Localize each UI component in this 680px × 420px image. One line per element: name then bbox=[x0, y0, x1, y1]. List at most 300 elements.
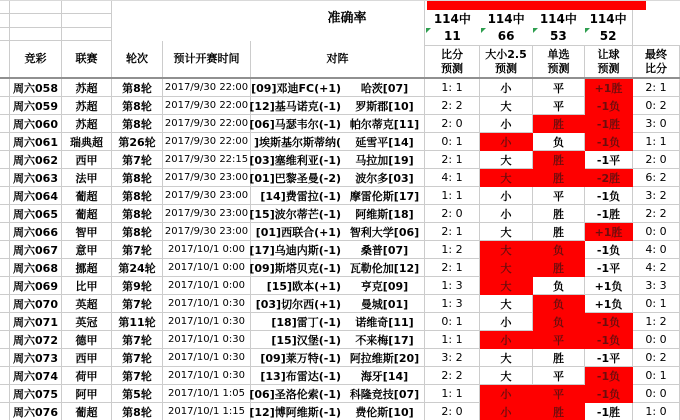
cell-handicap-pred: +1胜 bbox=[585, 79, 633, 97]
cell-time: 2017/10/1 1:15 bbox=[163, 403, 251, 420]
stat-count: 11 bbox=[444, 29, 461, 43]
spacer-cell bbox=[62, 14, 112, 28]
cell-score-pred: 1: 1 bbox=[425, 79, 480, 97]
cell-pick-pred: 胜 bbox=[533, 403, 585, 420]
cell-league: 瑞典超 bbox=[62, 133, 112, 151]
cell-league: 法甲 bbox=[62, 169, 112, 187]
accuracy-stats bbox=[425, 10, 633, 46]
cell-overunder-pred: 小 bbox=[480, 79, 533, 97]
cell-pick-pred: 平 bbox=[533, 97, 585, 115]
cell-handicap-pred: -1负 bbox=[585, 367, 633, 385]
cell-pick-pred: 胜 bbox=[533, 259, 585, 277]
cell-spacer bbox=[0, 133, 10, 151]
stat-label: 114中 bbox=[589, 12, 627, 26]
cell-league: 苏超 bbox=[62, 115, 112, 133]
cell-home-team: [15]欧本(+1) bbox=[251, 277, 345, 295]
cell-match-id: 周六068 bbox=[10, 259, 62, 277]
col-label: 让球 bbox=[597, 47, 620, 61]
cell-handicap-pred: -1负 bbox=[585, 133, 633, 151]
cell-final-score: 0: 1 bbox=[633, 367, 680, 385]
cell-final-score: 3: 2 bbox=[633, 187, 680, 205]
cell-league: 葡超 bbox=[62, 205, 112, 223]
cell-final-score: 6: 2 bbox=[633, 169, 680, 187]
col-label: 大小2.5 bbox=[485, 47, 527, 61]
cell-spacer bbox=[0, 367, 10, 385]
cell-time: 2017/10/1 1:05 bbox=[163, 385, 251, 403]
col-header-time bbox=[163, 41, 251, 77]
cell-final-score: 1: 1 bbox=[633, 133, 680, 151]
col-label: 预测 bbox=[495, 61, 517, 75]
cell-match-id: 周六076 bbox=[10, 403, 62, 420]
table-row bbox=[0, 79, 680, 97]
col-label: 预测 bbox=[441, 61, 463, 75]
cell-time: 2017/9/30 22:00 bbox=[163, 133, 251, 151]
table-row bbox=[0, 331, 680, 349]
col-header-final-score bbox=[633, 46, 680, 77]
accuracy-label: 准确率 bbox=[327, 11, 367, 26]
col-header-matchup bbox=[251, 41, 425, 77]
cell-score-pred: 2: 0 bbox=[425, 115, 480, 133]
col-header-league bbox=[62, 41, 112, 77]
cell-final-score: 0: 0 bbox=[633, 385, 680, 403]
cell-pick-pred: 胜 bbox=[533, 349, 585, 367]
col-header-match-id bbox=[10, 41, 62, 77]
cell-away-team: 海牙[14] bbox=[345, 367, 425, 385]
cell-handicap-pred: -1负 bbox=[585, 187, 633, 205]
cell-away-team: 波尔多[03] bbox=[345, 169, 425, 187]
cell-time: 2017/10/1 0:00 bbox=[163, 241, 251, 259]
cell-away-team: 阿拉维斯[20] bbox=[345, 349, 425, 367]
cell-overunder-pred: 小 bbox=[480, 313, 533, 331]
cell-score-pred: 1: 1 bbox=[425, 385, 480, 403]
cell-score-pred: 2: 0 bbox=[425, 403, 480, 420]
cell-final-score: 1: 0 bbox=[633, 403, 680, 420]
cell-league: 英冠 bbox=[62, 313, 112, 331]
col-label: 预测 bbox=[547, 61, 570, 75]
cell-home-team: [12]基马诺克(-1) bbox=[251, 97, 345, 115]
col-label: 联赛 bbox=[75, 52, 98, 65]
cell-pick-pred: 胜 bbox=[533, 205, 585, 223]
spacer-cell bbox=[10, 14, 62, 28]
cell-pick-pred: 胜 bbox=[533, 115, 585, 133]
stat-cell-score[interactable] bbox=[425, 10, 480, 46]
cell-match-id: 周六067 bbox=[10, 241, 62, 259]
cell-home-team: [14]费雷拉(-1) bbox=[251, 187, 345, 205]
comment-triangle-icon bbox=[585, 28, 590, 33]
cell-round: 第7轮 bbox=[112, 241, 163, 259]
cell-spacer bbox=[0, 241, 10, 259]
cell-time: 2017/9/30 22:00 bbox=[163, 79, 251, 97]
spacer-cell bbox=[0, 28, 10, 41]
cell-away-team: 马拉加[19] bbox=[345, 151, 425, 169]
cell-score-pred: 2: 1 bbox=[425, 151, 480, 169]
cell-match-id: 周六059 bbox=[10, 97, 62, 115]
cell-spacer bbox=[0, 97, 10, 115]
cell-handicap-pred: -1胜 bbox=[585, 115, 633, 133]
cell-handicap-pred: -1平 bbox=[585, 151, 633, 169]
col-label: 单选 bbox=[547, 47, 570, 61]
cell-league: 西甲 bbox=[62, 349, 112, 367]
cell-overunder-pred: 大 bbox=[480, 169, 533, 187]
cell-league: 阿甲 bbox=[62, 385, 112, 403]
cell-match-id: 周六064 bbox=[10, 187, 62, 205]
table-row bbox=[0, 367, 680, 385]
cell-league: 比甲 bbox=[62, 277, 112, 295]
cell-home-team: [01]巴黎圣曼(-2) bbox=[251, 169, 345, 187]
cell-pick-pred: 平 bbox=[533, 385, 585, 403]
cell-score-pred: 2: 2 bbox=[425, 367, 480, 385]
cell-round: 第8轮 bbox=[112, 223, 163, 241]
cell-overunder-pred: 小 bbox=[480, 133, 533, 151]
cell-spacer bbox=[0, 403, 10, 420]
spacer-cell bbox=[10, 28, 62, 41]
table-row bbox=[0, 277, 680, 295]
cell-round: 第8轮 bbox=[112, 97, 163, 115]
cell-spacer bbox=[0, 115, 10, 133]
cell-score-pred: 2: 0 bbox=[425, 205, 480, 223]
cell-pick-pred: 平 bbox=[533, 331, 585, 349]
cell-spacer bbox=[0, 151, 10, 169]
cell-round: 第7轮 bbox=[112, 349, 163, 367]
col-header-pick-pred bbox=[533, 46, 585, 77]
cell-handicap-pred: -1负 bbox=[585, 97, 633, 115]
cell-pick-pred: 平 bbox=[533, 187, 585, 205]
table-row bbox=[0, 115, 680, 133]
cell-away-team: 曼城[01] bbox=[345, 295, 425, 313]
cell-home-team: [15]汉堡(-1) bbox=[251, 331, 345, 349]
col-label: 预计开赛时间 bbox=[173, 52, 240, 65]
cell-time: 2017/10/1 0:30 bbox=[163, 349, 251, 367]
accuracy-region bbox=[112, 1, 425, 41]
table-row bbox=[0, 403, 680, 420]
cell-pick-pred: 负 bbox=[533, 133, 585, 151]
stat-cell-pick[interactable] bbox=[532, 10, 584, 46]
cell-home-team: [17]乌迪内斯(-1) bbox=[251, 241, 345, 259]
cell-away-team: 瓦勒伦加[12] bbox=[345, 259, 425, 277]
cell-score-pred: 0: 1 bbox=[425, 313, 480, 331]
cell-spacer bbox=[0, 349, 10, 367]
cell-home-team: [06]马瑟韦尔(-1) bbox=[251, 115, 345, 133]
spacer-cell bbox=[0, 1, 10, 14]
cell-spacer bbox=[0, 79, 10, 97]
cell-round: 第8轮 bbox=[112, 205, 163, 223]
col-header-score-pred bbox=[425, 46, 480, 77]
stat-label: 114中 bbox=[539, 12, 577, 26]
cell-score-pred: 1: 1 bbox=[425, 187, 480, 205]
cell-score-pred: 1: 3 bbox=[425, 295, 480, 313]
col-header-overunder-pred bbox=[480, 46, 533, 77]
cell-round: 第11轮 bbox=[112, 313, 163, 331]
cell-score-pred: 1: 2 bbox=[425, 241, 480, 259]
table-row bbox=[0, 151, 680, 169]
cell-time: 2017/9/30 22:15 bbox=[163, 151, 251, 169]
cell-league: 挪超 bbox=[62, 259, 112, 277]
cell-overunder-pred: 小 bbox=[480, 331, 533, 349]
cell-away-team: 科隆竞技[07] bbox=[345, 385, 425, 403]
cell-spacer bbox=[0, 385, 10, 403]
cell-away-team: 阿维斯[18] bbox=[345, 205, 425, 223]
cell-league: 荷甲 bbox=[62, 367, 112, 385]
comment-triangle-icon bbox=[533, 28, 538, 33]
col-label: 最终 bbox=[645, 47, 667, 61]
cell-final-score: 0: 0 bbox=[633, 331, 680, 349]
cell-round: 第5轮 bbox=[112, 385, 163, 403]
cell-time: 2017/10/1 0:30 bbox=[163, 313, 251, 331]
cell-round: 第7轮 bbox=[112, 295, 163, 313]
cell-final-score: 3: 0 bbox=[633, 115, 680, 133]
cell-match-id: 周六060 bbox=[10, 115, 62, 133]
cell-home-team: [09]邓迪FC(+1) bbox=[251, 79, 345, 97]
cell-away-team: 摩雷伦斯[17] bbox=[345, 187, 425, 205]
cell-time: 2017/10/1 0:30 bbox=[163, 367, 251, 385]
table-row bbox=[0, 187, 680, 205]
table-body bbox=[0, 79, 680, 420]
cell-round: 第8轮 bbox=[112, 403, 163, 420]
cell-pick-pred: 胜 bbox=[533, 223, 585, 241]
cell-pick-pred: 负 bbox=[533, 313, 585, 331]
cell-round: 第24轮 bbox=[112, 259, 163, 277]
cell-score-pred: 4: 1 bbox=[425, 169, 480, 187]
cell-round: 第7轮 bbox=[112, 151, 163, 169]
cell-handicap-pred: -1负 bbox=[585, 385, 633, 403]
col-label: 轮次 bbox=[126, 52, 148, 65]
cell-home-team: [09]莱万特(-1) bbox=[251, 349, 345, 367]
cell-pick-pred: 负 bbox=[533, 295, 585, 313]
cell-spacer bbox=[0, 331, 10, 349]
cell-match-id: 周六075 bbox=[10, 385, 62, 403]
cell-away-team: 费伦斯[10] bbox=[345, 403, 425, 420]
cell-spacer bbox=[0, 295, 10, 313]
cell-league: 葡超 bbox=[62, 187, 112, 205]
col-header-handicap-pred bbox=[585, 46, 633, 77]
cell-home-team: [03]塞维利亚(-1) bbox=[251, 151, 345, 169]
cell-league: 意甲 bbox=[62, 241, 112, 259]
spacer-cell bbox=[62, 28, 112, 41]
cell-match-id: 周六058 bbox=[10, 79, 62, 97]
cell-final-score: 1: 2 bbox=[633, 313, 680, 331]
cell-league: 葡超 bbox=[62, 403, 112, 420]
table-row bbox=[0, 349, 680, 367]
cell-home-team: [15]波尔蒂芒(-1) bbox=[251, 205, 345, 223]
cell-pick-pred: 平 bbox=[533, 367, 585, 385]
cell-away-team: 智利大学[06] bbox=[345, 223, 425, 241]
cell-spacer bbox=[0, 277, 10, 295]
table-header bbox=[0, 1, 680, 79]
cell-match-id: 周六073 bbox=[10, 349, 62, 367]
cell-time: 2017/9/30 23:00 bbox=[163, 169, 251, 187]
cell-score-pred: 0: 1 bbox=[425, 133, 480, 151]
cell-time: 2017/9/30 23:00 bbox=[163, 223, 251, 241]
spacer-cell bbox=[0, 14, 10, 28]
cell-handicap-pred: -1胜 bbox=[585, 205, 633, 223]
cell-round: 第7轮 bbox=[112, 367, 163, 385]
cell-away-team: 诺维奇[11] bbox=[345, 313, 425, 331]
cell-handicap-pred: +1负 bbox=[585, 295, 633, 313]
table-row bbox=[0, 313, 680, 331]
cell-match-id: 周六074 bbox=[10, 367, 62, 385]
col-label: 预测 bbox=[597, 61, 620, 75]
cell-score-pred: 1: 3 bbox=[425, 277, 480, 295]
cell-final-score: 0: 2 bbox=[633, 97, 680, 115]
cell-final-score: 0: 2 bbox=[633, 349, 680, 367]
cell-away-team: 不来梅[17] bbox=[345, 331, 425, 349]
cell-final-score: 0: 0 bbox=[633, 223, 680, 241]
comment-triangle-icon bbox=[481, 28, 486, 33]
stat-count: 66 bbox=[497, 29, 515, 43]
stat-cell-handicap[interactable] bbox=[584, 10, 632, 46]
cell-home-team: [12]博阿维斯(-1) bbox=[251, 403, 345, 420]
cell-spacer bbox=[0, 259, 10, 277]
cell-away-team: 亨克[09] bbox=[345, 277, 425, 295]
cell-final-score: 4: 0 bbox=[633, 241, 680, 259]
cell-away-team: 桑普[07] bbox=[345, 241, 425, 259]
comment-triangle-icon bbox=[426, 28, 431, 33]
cell-away-team: 帕尔蒂克[11] bbox=[345, 115, 425, 133]
cell-handicap-pred: -1负 bbox=[585, 331, 633, 349]
cell-round: 第26轮 bbox=[112, 133, 163, 151]
cell-final-score: 2: 0 bbox=[633, 151, 680, 169]
cell-pick-pred: 负 bbox=[533, 241, 585, 259]
cell-league: 智甲 bbox=[62, 223, 112, 241]
stat-count: 52 bbox=[599, 29, 617, 43]
cell-pick-pred: 负 bbox=[533, 277, 585, 295]
cell-time: 2017/9/30 23:00 bbox=[163, 205, 251, 223]
table-row bbox=[0, 205, 680, 223]
table-row bbox=[0, 169, 680, 187]
table-row bbox=[0, 241, 680, 259]
cell-time: 2017/9/30 23:00 bbox=[163, 187, 251, 205]
cell-overunder-pred: 大 bbox=[480, 349, 533, 367]
cell-time: 2017/9/30 22:00 bbox=[163, 115, 251, 133]
cell-match-id: 周六069 bbox=[10, 277, 62, 295]
cell-home-team: [01]西联合(+1) bbox=[251, 223, 345, 241]
cell-score-pred: 2: 1 bbox=[425, 223, 480, 241]
cell-league: 德甲 bbox=[62, 331, 112, 349]
cell-league: 苏超 bbox=[62, 79, 112, 97]
cell-away-team: 哈茨[07] bbox=[345, 79, 425, 97]
cell-overunder-pred: 小 bbox=[480, 115, 533, 133]
cell-handicap-pred: -1负 bbox=[585, 241, 633, 259]
cell-final-score: 0: 1 bbox=[633, 295, 680, 313]
table-row bbox=[0, 385, 680, 403]
col-label: 对阵 bbox=[326, 52, 349, 65]
cell-overunder-pred: 小 bbox=[480, 385, 533, 403]
col-header-spacer bbox=[0, 41, 10, 77]
cell-match-id: 周六070 bbox=[10, 295, 62, 313]
cell-score-pred: 2: 1 bbox=[425, 259, 480, 277]
cell-score-pred: 3: 2 bbox=[425, 349, 480, 367]
cell-overunder-pred: 大 bbox=[480, 277, 533, 295]
cell-league: 英超 bbox=[62, 295, 112, 313]
cell-final-score: 3: 3 bbox=[633, 277, 680, 295]
cell-spacer bbox=[0, 313, 10, 331]
stat-label: 114中 bbox=[487, 12, 525, 26]
col-label: 竞彩 bbox=[24, 52, 47, 65]
cell-handicap-pred: -1胜 bbox=[585, 403, 633, 420]
cell-score-pred: 2: 2 bbox=[425, 97, 480, 115]
col-label: 比分 bbox=[441, 47, 463, 61]
cell-overunder-pred: 大 bbox=[480, 241, 533, 259]
cell-overunder-pred: 小 bbox=[480, 403, 533, 420]
cell-handicap-pred: +1负 bbox=[585, 277, 633, 295]
spacer-cell bbox=[10, 1, 62, 14]
table-row bbox=[0, 97, 680, 115]
stat-cell-overunder[interactable] bbox=[480, 10, 533, 46]
cell-overunder-pred: 大 bbox=[480, 223, 533, 241]
cell-home-team: [09]斯塔贝克(-1) bbox=[251, 259, 345, 277]
cell-final-score: 2: 1 bbox=[633, 79, 680, 97]
cell-league: 苏超 bbox=[62, 97, 112, 115]
cell-match-id: 周六065 bbox=[10, 205, 62, 223]
cell-final-score: 4: 2 bbox=[633, 259, 680, 277]
cell-round: 第7轮 bbox=[112, 331, 163, 349]
cell-match-id: 周六063 bbox=[10, 169, 62, 187]
cell-match-id: 周六072 bbox=[10, 331, 62, 349]
cell-overunder-pred: 大 bbox=[480, 97, 533, 115]
cell-time: 2017/10/1 0:30 bbox=[163, 295, 251, 313]
cell-handicap-pred: +1胜 bbox=[585, 223, 633, 241]
cell-round: 第8轮 bbox=[112, 187, 163, 205]
cell-home-team: [18]雷丁(-1) bbox=[251, 313, 345, 331]
cell-pick-pred: 平 bbox=[533, 79, 585, 97]
cell-spacer bbox=[0, 169, 10, 187]
stat-label: 114中 bbox=[433, 12, 471, 26]
table-row bbox=[0, 223, 680, 241]
cell-spacer bbox=[0, 223, 10, 241]
cell-overunder-pred: 大 bbox=[480, 151, 533, 169]
cell-overunder-pred: 小 bbox=[480, 187, 533, 205]
red-banner bbox=[427, 1, 646, 10]
stat-count: 53 bbox=[550, 29, 567, 43]
cell-overunder-pred: 大 bbox=[480, 295, 533, 313]
cell-overunder-pred: 大 bbox=[480, 259, 533, 277]
cell-time: 2017/10/1 0:00 bbox=[163, 259, 251, 277]
cell-match-id: 周六061 bbox=[10, 133, 62, 151]
cell-final-score: 2: 2 bbox=[633, 205, 680, 223]
cell-overunder-pred: 小 bbox=[480, 205, 533, 223]
cell-spacer bbox=[0, 187, 10, 205]
cell-round: 第8轮 bbox=[112, 79, 163, 97]
cell-score-pred: 1: 1 bbox=[425, 331, 480, 349]
cell-away-team: 延雪平[14] bbox=[345, 133, 425, 151]
cell-time: 2017/10/1 0:30 bbox=[163, 331, 251, 349]
col-header-round bbox=[112, 41, 163, 77]
table-row bbox=[0, 259, 680, 277]
col-label: 比分 bbox=[645, 61, 667, 75]
spacer-cell bbox=[62, 1, 112, 14]
cell-time: 2017/9/30 22:00 bbox=[163, 97, 251, 115]
cell-handicap-pred: -1负 bbox=[585, 313, 633, 331]
cell-round: 第8轮 bbox=[112, 115, 163, 133]
cell-home-team: ]埃斯基尔斯蒂纳( bbox=[251, 133, 345, 151]
cell-match-id: 周六062 bbox=[10, 151, 62, 169]
cell-handicap-pred: -2胜 bbox=[585, 169, 633, 187]
cell-overunder-pred: 大 bbox=[480, 367, 533, 385]
cell-match-id: 周六071 bbox=[10, 313, 62, 331]
cell-league: 西甲 bbox=[62, 151, 112, 169]
cell-handicap-pred: -1平 bbox=[585, 259, 633, 277]
cell-spacer bbox=[0, 205, 10, 223]
cell-home-team: [13]布雷达(-1) bbox=[251, 367, 345, 385]
cell-time: 2017/10/1 0:00 bbox=[163, 277, 251, 295]
cell-home-team: [06]圣洛伦索(-1) bbox=[251, 385, 345, 403]
table-row bbox=[0, 133, 680, 151]
cell-home-team: [03]切尔西(+1) bbox=[251, 295, 345, 313]
cell-round: 第8轮 bbox=[112, 169, 163, 187]
table-row bbox=[0, 295, 680, 313]
cell-pick-pred: 胜 bbox=[533, 169, 585, 187]
cell-pick-pred: 胜 bbox=[533, 151, 585, 169]
